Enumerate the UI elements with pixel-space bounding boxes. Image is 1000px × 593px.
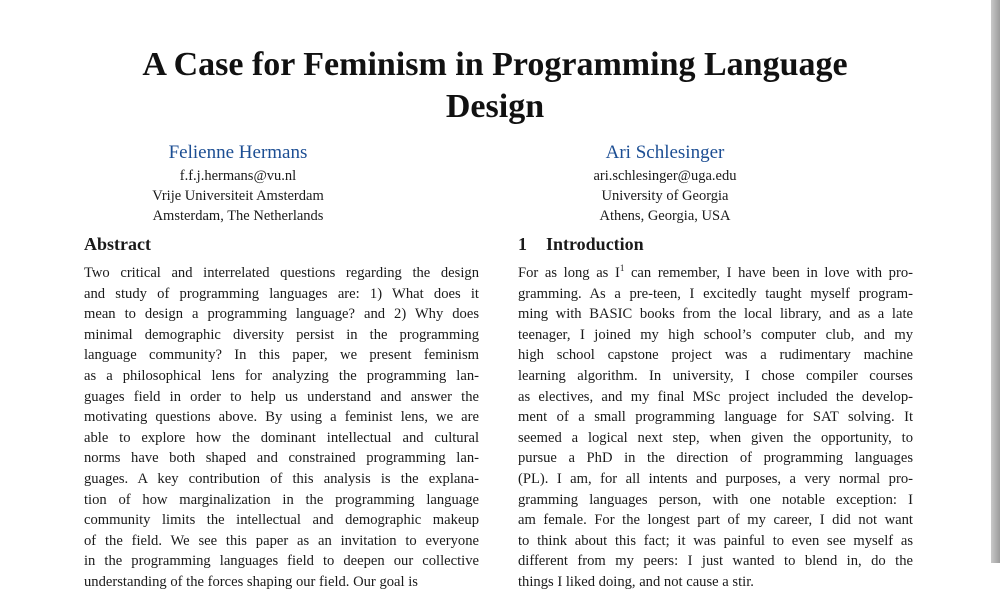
author-name: Ari Schlesinger (605, 142, 725, 163)
abstract-heading: Abstract (84, 234, 151, 254)
text-line: learning algorithm. In university, I chose compiler courses (518, 367, 913, 384)
text-line: (PL). I am, for all intents and purposes, a very normal pro- (518, 470, 913, 487)
text-line: of the field. We see this paper as an invitation to everyone (84, 532, 479, 549)
text-line: tion of how marginalization in the programming language (84, 491, 479, 508)
text-line: things I liked doing, and not cause a stir. (518, 573, 754, 590)
author-block-2 (495, 140, 835, 226)
author-location: Amsterdam, The Netherlands (152, 208, 324, 224)
text-line: pursue a PhD in the direction of programming languages (518, 450, 913, 467)
text-line: motivating questions above. By using a feminist lens, we are (84, 409, 479, 426)
text-line: as electives, and my final MSc project included the develop- (518, 388, 913, 405)
text-line: community limits the intellectual and demographic makeup (84, 512, 479, 529)
introduction-body (518, 263, 913, 593)
text-line (518, 263, 913, 284)
text-line: seemed a logical next step, when given the opportunity, to (518, 429, 913, 446)
text-line: to think about this fact; it was painful to even see myself as (518, 532, 913, 549)
paper-title (0, 44, 990, 128)
section-number: 1 (518, 234, 527, 254)
text-line: ment of a small programming language for SAT solving. It (518, 409, 913, 426)
section-title: Introduction (546, 234, 644, 254)
author-name: Felienne Hermans (168, 142, 308, 163)
title-line-1: A Case for Feminism in Programming Language (142, 46, 848, 83)
page-edge-shadow (991, 0, 1000, 563)
text-line: in the programming languages field to deepen our collective (84, 553, 479, 570)
text-line: high school capstone project was a rudimentary machine (518, 347, 913, 364)
title-line-2: Design (445, 88, 545, 125)
text-line: gramming languages person, with one notable exception: I (518, 491, 913, 508)
author-affiliation: Vrije Universiteit Amsterdam (152, 188, 324, 204)
text-line: teenager, I joined my high school’s computer club, and my (518, 326, 913, 343)
text-line: different from my peers: I just wanted to blend in, do the (518, 553, 913, 570)
text-line: norms have both shaped and constrained programming lan- (84, 450, 479, 467)
text-line: mean to design a programming language? and 2) Why does (84, 306, 479, 323)
author-email: f.f.j.hermans@vu.nl (179, 168, 297, 184)
text-line: guages field in order to help us understand and answer the (84, 388, 479, 405)
text-line: as a philosophical lens for analyzing the programming lan- (84, 367, 479, 384)
text-line: ming with BASIC books from the local library, and as a late (518, 306, 913, 323)
text-line: guages. A key contribution of this analysis is the explana- (84, 470, 479, 487)
text-line: am female. For the longest part of my career, I did not want (518, 512, 913, 529)
text-line: minimal demographic diversity persist in the programming (84, 326, 479, 343)
author-block-1 (68, 140, 408, 226)
text-line: language community? In this paper, we present feminism (84, 347, 479, 364)
footnote-mark: 1 (619, 263, 625, 274)
introduction-column (518, 232, 913, 593)
text-line: able to explore how the dominant intellectual and cultural (84, 429, 479, 446)
text-fragment: can remember, I have been in love with pro- (624, 265, 913, 281)
text-fragment: For as long as I (518, 265, 620, 281)
abstract-column (84, 232, 479, 593)
text-line: Two critical and interrelated questions regarding the design (84, 265, 479, 281)
author-location: Athens, Georgia, USA (599, 208, 731, 224)
text-line: gramming. As a pre-teen, I excitedly taught myself program- (518, 285, 913, 302)
introduction-heading (518, 232, 913, 256)
author-affiliation: University of Georgia (601, 188, 729, 204)
author-email: ari.schlesinger@uga.edu (593, 168, 737, 184)
abstract-body (84, 263, 479, 593)
text-line: understanding of the forces shaping our field. Our goal is (84, 573, 418, 590)
text-line: and study of programming languages are: 1) What does it (84, 285, 479, 302)
